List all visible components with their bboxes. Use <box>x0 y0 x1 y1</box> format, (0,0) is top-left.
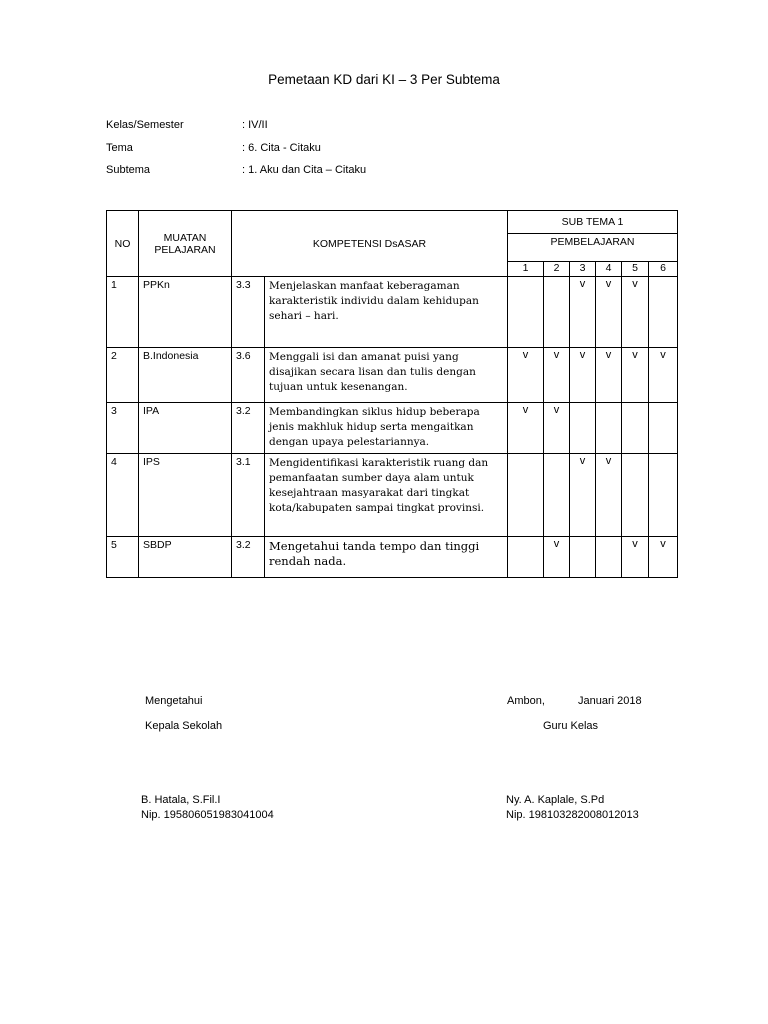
pb-number: 1 <box>508 262 544 277</box>
kepala-sekolah-name: B. Hatala, S.Fil.I <box>141 794 221 806</box>
table-row <box>107 537 678 578</box>
place-text: Ambon, <box>507 695 545 707</box>
pb-number: 2 <box>544 262 570 277</box>
check-cell <box>649 403 678 454</box>
row-muatan: IPS <box>139 454 232 537</box>
table-row <box>107 454 678 537</box>
check-cell <box>508 277 544 348</box>
table-row <box>107 348 678 403</box>
check-cell: v <box>570 277 596 348</box>
row-muatan: SBDP <box>139 537 232 578</box>
check-cell: v <box>544 537 570 578</box>
header-pembelajaran: PEMBELAJARAN <box>508 234 678 262</box>
check-cell <box>544 454 570 537</box>
kepala-sekolah-nip: Nip. 195806051983041004 <box>141 809 274 821</box>
row-kd-number: 3.1 <box>232 454 265 537</box>
header-kd: KOMPETENSI DsASAR <box>232 211 508 277</box>
meta-label: Kelas/Semester <box>106 119 184 131</box>
row-kd-number: 3.2 <box>232 537 265 578</box>
check-cell: v <box>649 537 678 578</box>
check-cell <box>508 537 544 578</box>
check-cell <box>508 454 544 537</box>
date-text: Januari 2018 <box>578 695 642 707</box>
check-cell <box>622 403 649 454</box>
header-subtema: SUB TEMA 1 <box>508 211 678 234</box>
check-cell: v <box>596 277 622 348</box>
check-cell: v <box>544 403 570 454</box>
check-cell: v <box>544 348 570 403</box>
check-cell: v <box>508 403 544 454</box>
row-kd-text: Membandingkan siklus hidup beberapa jenis makhluk hidup serta mengaitkan dengan upaya pelestariannya. <box>265 403 508 454</box>
kd-mapping-table <box>106 210 678 578</box>
meta-label: Subtema <box>106 164 151 176</box>
meta-value: : 1. Aku dan Cita – Citaku <box>242 164 367 176</box>
meta-value: : 6. Cita - Citaku <box>242 142 321 154</box>
check-cell <box>596 537 622 578</box>
row-kd-text: Menjelaskan manfaat keberagaman karakteristik individu dalam kehidupan sehari – hari. <box>265 277 508 348</box>
check-cell: v <box>622 348 649 403</box>
row-kd-number: 3.3 <box>232 277 265 348</box>
row-kd-number: 3.6 <box>232 348 265 403</box>
pb-number: 6 <box>649 262 678 277</box>
row-no: 3 <box>107 403 139 454</box>
header-muatan: MUATAN PELAJARAN <box>139 211 232 277</box>
document-title: Pemetaan KD dari KI – 3 Per Subtema <box>268 72 500 87</box>
row-muatan: PPKn <box>139 277 232 348</box>
row-no: 2 <box>107 348 139 403</box>
table-header-row <box>107 211 678 234</box>
check-cell <box>544 277 570 348</box>
row-kd-number: 3.2 <box>232 403 265 454</box>
check-cell <box>649 277 678 348</box>
header-no: NO <box>107 211 139 277</box>
table-row <box>107 277 678 348</box>
kepala-sekolah-title: Kepala Sekolah <box>145 720 223 732</box>
mengetahui-text: Mengetahui <box>145 695 203 707</box>
check-cell: v <box>649 348 678 403</box>
check-cell: v <box>622 537 649 578</box>
check-cell <box>622 454 649 537</box>
check-cell <box>570 537 596 578</box>
row-kd-text: Mengetahui tanda tempo dan tinggi rendah nada. <box>265 537 508 578</box>
row-kd-text: Mengidentifikasi karakteristik ruang dan pemanfaatan sumber daya alam untuk kesejahtraan masyarakat dari tingkat kota/kabupaten sampai tingkat provinsi. <box>265 454 508 537</box>
check-cell: v <box>570 348 596 403</box>
check-cell <box>596 403 622 454</box>
row-no: 5 <box>107 537 139 578</box>
check-cell: v <box>596 454 622 537</box>
row-kd-text: Menggali isi dan amanat puisi yang disajikan secara lisan dan tulis dengan tujuan untuk kesenangan. <box>265 348 508 403</box>
row-no: 1 <box>107 277 139 348</box>
meta-label: Tema <box>106 142 133 154</box>
check-cell: v <box>622 277 649 348</box>
guru-kelas-nip: Nip. 198103282008012013 <box>506 809 639 821</box>
pb-number: 4 <box>596 262 622 277</box>
check-cell <box>649 454 678 537</box>
row-no: 4 <box>107 454 139 537</box>
check-cell: v <box>596 348 622 403</box>
row-muatan: B.Indonesia <box>139 348 232 403</box>
table-row <box>107 403 678 454</box>
guru-kelas-title: Guru Kelas <box>543 720 599 732</box>
check-cell: v <box>570 454 596 537</box>
check-cell <box>570 403 596 454</box>
pb-number: 3 <box>570 262 596 277</box>
row-muatan: IPA <box>139 403 232 454</box>
meta-value: : IV/II <box>242 119 268 131</box>
pb-number: 5 <box>622 262 649 277</box>
guru-kelas-name: Ny. A. Kaplale, S.Pd <box>506 794 605 806</box>
check-cell: v <box>508 348 544 403</box>
